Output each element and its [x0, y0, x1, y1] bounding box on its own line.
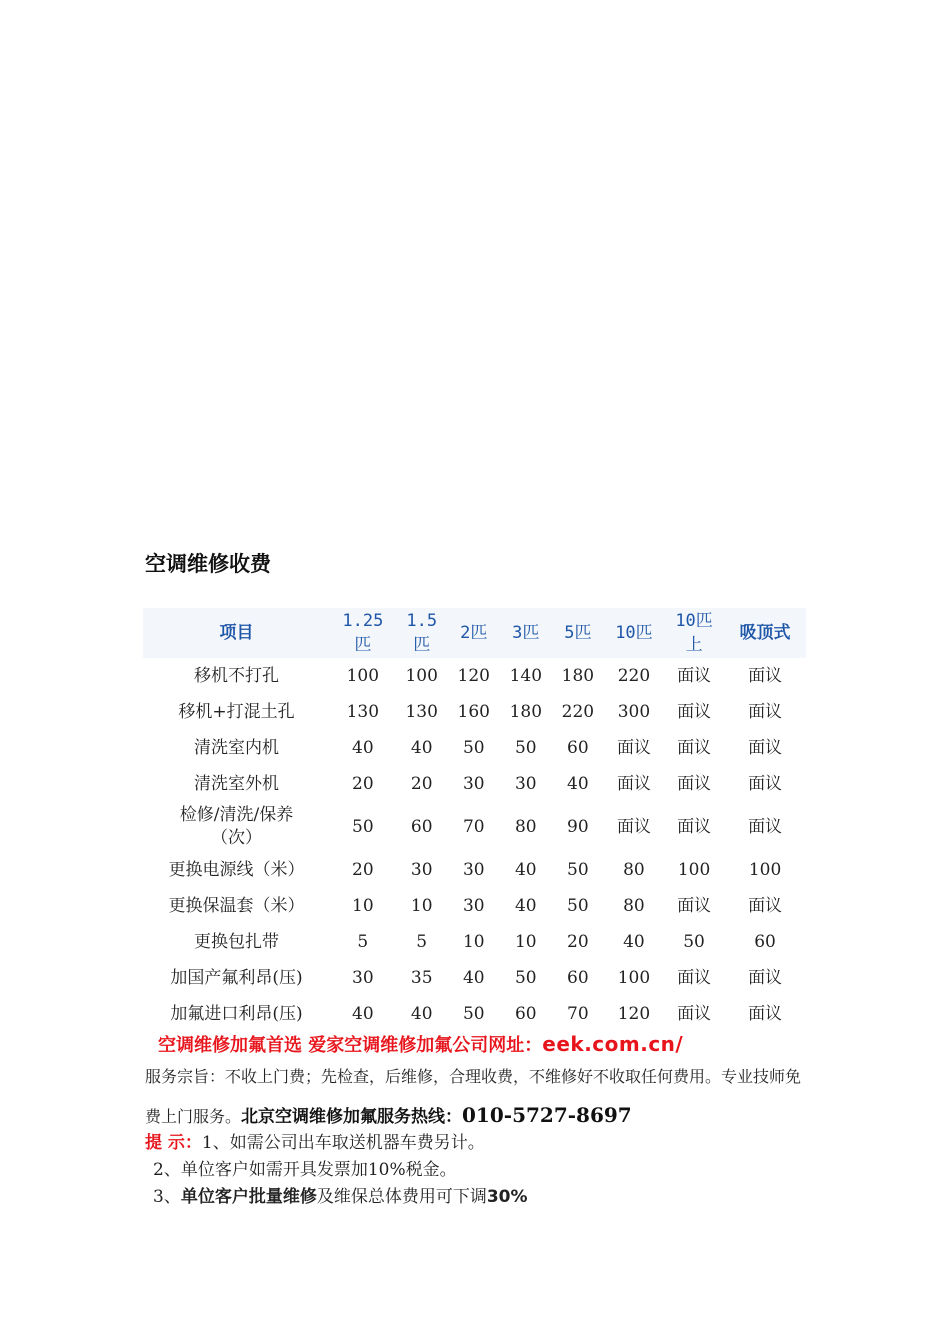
tip-line-1 — [145, 1130, 810, 1157]
price-cell: 100 — [617, 967, 651, 988]
price-cell: 60 — [567, 737, 589, 758]
column-header: 1.5 匹 — [396, 608, 448, 658]
page-title: 空调维修收费 — [145, 552, 271, 576]
price-cell: 面议 — [748, 737, 783, 758]
price-cell: 40 — [514, 859, 537, 880]
price-cell: 30 — [514, 773, 537, 794]
table-row — [143, 960, 806, 996]
price-cell: 面议 — [677, 816, 712, 837]
table-body — [143, 658, 806, 1032]
price-cell: 40 — [410, 737, 433, 758]
price-cell: 50 — [462, 1003, 485, 1024]
price-cell: 20 — [352, 773, 374, 794]
price-cell: 面议 — [677, 737, 712, 758]
price-cell: 面议 — [748, 967, 783, 988]
price-cell: 50 — [514, 967, 537, 988]
price-cell: 面议 — [677, 701, 712, 722]
price-cell: 180 — [509, 701, 543, 722]
price-cell: 50 — [683, 931, 705, 952]
table-row — [143, 924, 806, 960]
price-cell: 面议 — [677, 895, 712, 916]
price-cell: 50 — [514, 737, 537, 758]
row-label: 加氟进口利昂(压) — [170, 1003, 303, 1024]
price-cell: 60 — [514, 1003, 537, 1024]
table-row — [143, 658, 806, 694]
tip-label: 提 示： — [145, 1133, 202, 1153]
tip-text-2: 2、单位客户如需开具发票加10%税金。 — [153, 1160, 457, 1180]
row-label: 清洗室外机 — [194, 773, 279, 794]
promo-line — [158, 1031, 683, 1057]
tip-line-2 — [145, 1157, 810, 1184]
price-cell: 面议 — [748, 1003, 783, 1024]
row-label: 更换电源线（米） — [168, 859, 305, 880]
price-cell: 130 — [346, 701, 380, 722]
price-cell: 面议 — [677, 967, 712, 988]
tip-line-3 — [145, 1184, 810, 1211]
price-cell: 50 — [462, 737, 485, 758]
price-cell: 60 — [410, 816, 433, 837]
price-cell: 130 — [405, 701, 438, 722]
price-cell: 100 — [748, 859, 782, 880]
table-header-row — [143, 608, 806, 658]
price-cell: 70 — [462, 816, 485, 837]
column-header: 2匹 — [448, 608, 500, 658]
price-cell: 35 — [410, 967, 433, 988]
price-cell: 40 — [410, 1003, 433, 1024]
column-header: 10匹 — [604, 608, 664, 658]
row-label: 移机不打孔 — [194, 665, 279, 686]
price-cell: 100 — [405, 665, 438, 686]
column-header: 3匹 — [500, 608, 552, 658]
price-cell: 100 — [346, 665, 380, 686]
table-row — [143, 730, 806, 766]
price-cell: 10 — [514, 931, 537, 952]
price-cell: 160 — [457, 701, 490, 722]
price-cell: 220 — [561, 701, 595, 722]
price-cell: 面议 — [677, 773, 712, 794]
tip-text-3-value: 30% — [486, 1187, 528, 1207]
price-cell: 30 — [410, 859, 433, 880]
promo-url[interactable]: eek.com.cn/ — [542, 1032, 684, 1056]
price-cell: 50 — [567, 859, 589, 880]
tip-text-3-bold: 单位客户批量维修 — [180, 1187, 317, 1207]
column-header: 1.25 匹 — [330, 608, 396, 658]
table-row — [143, 996, 806, 1032]
tip-text-3-mid: 及维保总体费用可下调 — [316, 1187, 487, 1207]
hotline-label: 北京空调维修加氟服务热线： — [241, 1107, 463, 1127]
price-cell: 40 — [352, 737, 374, 758]
price-cell: 70 — [567, 1003, 589, 1024]
row-label: 移机+打混土孔 — [178, 701, 295, 722]
price-cell: 100 — [677, 859, 711, 880]
column-header: 项目 — [143, 608, 330, 658]
price-cell: 面议 — [677, 665, 712, 686]
price-cell: 40 — [462, 967, 485, 988]
price-cell: 40 — [352, 1003, 374, 1024]
price-cell: 5 — [416, 931, 428, 952]
price-cell: 10 — [462, 931, 485, 952]
table-row — [143, 802, 806, 852]
tip-text-1: 1、如需公司出车取送机器车费另计。 — [201, 1133, 485, 1153]
price-cell: 180 — [561, 665, 595, 686]
price-cell: 220 — [617, 665, 651, 686]
price-cell: 40 — [567, 773, 589, 794]
price-cell: 120 — [617, 1003, 651, 1024]
price-cell: 面议 — [748, 816, 783, 837]
price-cell: 面议 — [748, 895, 783, 916]
price-cell: 80 — [623, 895, 645, 916]
price-cell: 30 — [462, 859, 485, 880]
price-cell: 80 — [623, 859, 645, 880]
hotline-number: 010-5727-8697 — [462, 1103, 632, 1127]
column-header: 5匹 — [552, 608, 604, 658]
price-cell: 50 — [567, 895, 589, 916]
price-cell: 面议 — [677, 1003, 712, 1024]
price-cell: 20 — [352, 859, 374, 880]
price-cell: 10 — [352, 895, 374, 916]
price-cell: 120 — [457, 665, 490, 686]
price-cell: 90 — [567, 816, 589, 837]
price-cell: 20 — [567, 931, 589, 952]
service-paragraph — [145, 1058, 810, 1136]
row-label: 检修/清洗/保养（次） — [179, 805, 294, 848]
price-cell: 60 — [754, 931, 776, 952]
table-row — [143, 766, 806, 802]
price-cell: 面议 — [616, 773, 651, 794]
price-cell: 60 — [567, 967, 589, 988]
row-label: 更换包扎带 — [194, 931, 279, 952]
price-cell: 30 — [462, 773, 485, 794]
table-row — [143, 888, 806, 924]
price-table — [143, 608, 806, 1032]
row-label: 更换保温套（米） — [168, 895, 305, 916]
price-cell: 140 — [509, 665, 543, 686]
price-cell: 30 — [462, 895, 485, 916]
price-cell: 10 — [410, 895, 433, 916]
price-cell: 50 — [352, 816, 374, 837]
service-text: 服务宗旨：不收上门费；先检查，后维修，合理收费，不维修好不收取任何费用。专业技师免费上门服务。 — [145, 1067, 802, 1126]
table-row — [143, 694, 806, 730]
price-cell: 面议 — [616, 737, 651, 758]
price-cell: 面议 — [616, 816, 651, 837]
price-cell: 40 — [623, 931, 645, 952]
column-header: 10匹 上 — [664, 608, 724, 658]
table-row — [143, 852, 806, 888]
row-label: 清洗室内机 — [194, 737, 279, 758]
price-cell: 40 — [514, 895, 537, 916]
price-cell: 5 — [357, 931, 369, 952]
price-cell: 30 — [352, 967, 374, 988]
row-label: 加国产氟利昂(压) — [170, 967, 303, 988]
tips-block — [145, 1130, 810, 1211]
price-cell: 面议 — [748, 773, 783, 794]
price-cell: 300 — [617, 701, 651, 722]
tip-text-3-prefix: 3、 — [153, 1187, 181, 1207]
promo-text: 空调维修加氟首选 爱家空调维修加氟公司网址： — [158, 1035, 543, 1056]
price-cell: 面议 — [748, 665, 783, 686]
price-cell: 面议 — [748, 701, 783, 722]
column-header: 吸顶式 — [724, 608, 806, 658]
price-cell: 20 — [410, 773, 433, 794]
price-cell: 80 — [514, 816, 537, 837]
